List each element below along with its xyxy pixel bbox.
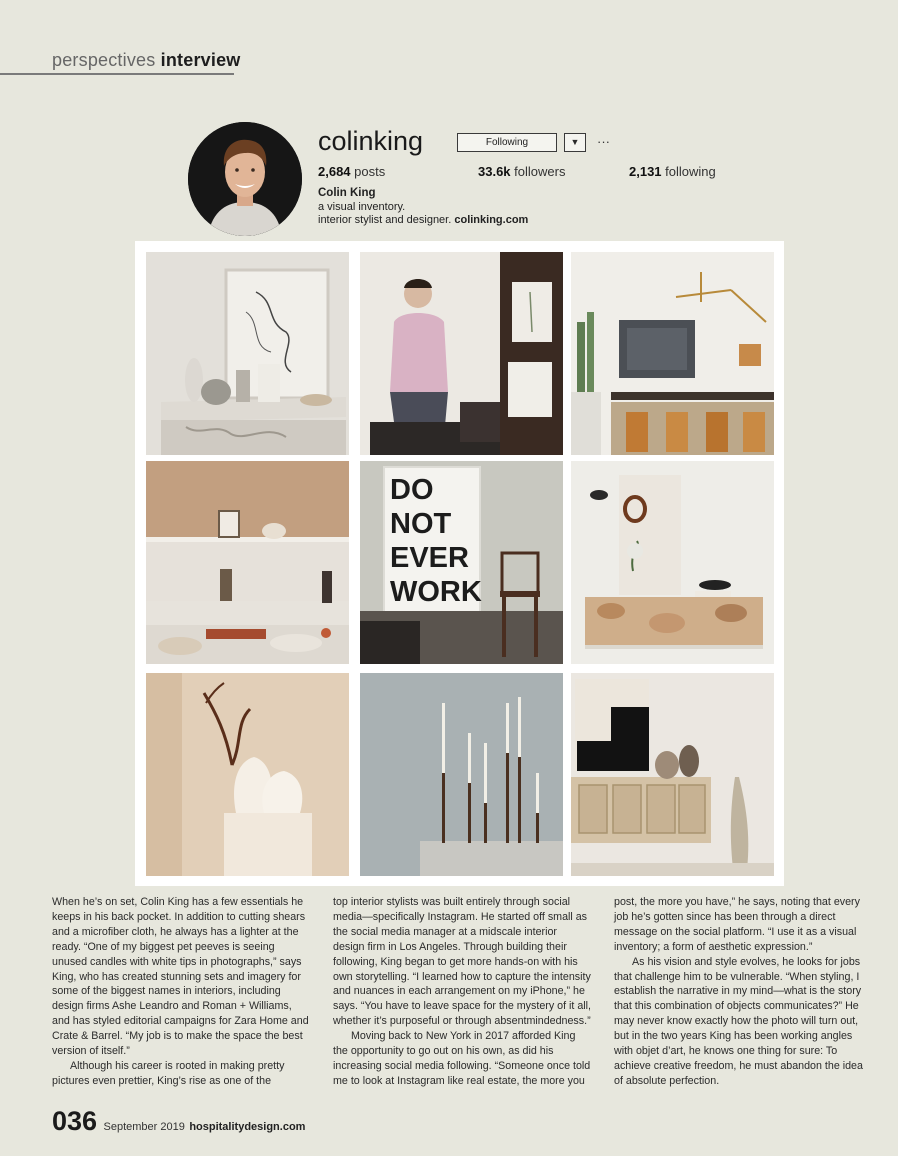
grid-photo[interactable] (146, 673, 349, 876)
following-button[interactable]: Following (457, 133, 557, 152)
bio-line (318, 214, 528, 228)
paragraph: Although his career is rooted in making pretty pictures even prettier, King’s rise as one of the (52, 1059, 285, 1087)
profile-full-name: Colin King (318, 187, 376, 199)
posts-stat (318, 164, 385, 179)
grid-photo[interactable] (360, 673, 563, 876)
section-header (52, 50, 241, 71)
grid-photo[interactable] (571, 252, 774, 455)
posts-label: posts (354, 164, 386, 179)
followers-count: 33.6k (478, 164, 511, 179)
following-label: following (665, 164, 716, 179)
article-column (614, 895, 872, 1089)
chevron-down-icon[interactable]: ▼ (564, 133, 586, 152)
header-rule (0, 73, 234, 75)
profile-bio (318, 187, 528, 228)
paragraph: Moving back to New York in 2017 afforded King the opportunity to go out on his own, as did his increasing social media following. “Someone once told me to look at Instagram like real estate, the more you (333, 1030, 591, 1087)
grid-photo[interactable] (571, 461, 774, 664)
paragraph: When he’s on set, Colin King has a few essentials he keeps in his back pocket. In addition to cutting shears and a microfiber cloth, he always has a lighter at the ready. “One of my biggest pet peeves is seeing unused candles with white tips in photographs,” says King, who has created stunning sets and imagery for some of the biggest names in interiors, including design firms Ashe Leandro and Roman + Williams, and has styled editorial campaigns for Zara Home and Crate & Barrel. “My job is to make the space the best version of itself.” (52, 896, 309, 1058)
section-label: perspectives (52, 50, 156, 70)
following-stat[interactable] (629, 164, 716, 179)
site-name: hospitalitydesign.com (189, 1121, 306, 1133)
sign-line: EVER (390, 542, 469, 574)
sign-line: WORK (390, 576, 482, 608)
grid-photo[interactable] (146, 252, 349, 455)
section-label-bold: interview (160, 50, 241, 70)
bio-link[interactable]: colinking.com (454, 214, 529, 226)
grid-photo[interactable] (360, 252, 563, 455)
sign-line: DO (390, 474, 434, 506)
profile-username: colinking (318, 126, 424, 156)
paragraph: As his vision and style evolves, he looks for jobs that challenge him to be vulnerable. “When styling, I establish the narrative in my mind—what is the story that this combination of objects communicates?” He may never know exactly how the photo will turn out, but in the two years King has been working angles with objet d’art, he knows one thing for sure: To achieve creative freedom, he must abandon the idea of absolute perfection. (614, 955, 863, 1087)
grid-photo[interactable] (146, 461, 349, 664)
page-number: 036 (52, 1106, 98, 1136)
posts-count: 2,684 (318, 164, 351, 179)
sign-line: NOT (390, 508, 452, 540)
photo-grid (135, 241, 784, 886)
article-column (52, 895, 310, 1089)
avatar[interactable] (188, 122, 302, 236)
following-count: 2,131 (629, 164, 662, 179)
page-footer (52, 1106, 305, 1137)
bio-line: a visual inventory. (318, 200, 406, 213)
followers-label: followers (514, 164, 566, 179)
bio-text: interior stylist and designer. (318, 214, 452, 226)
more-options-icon[interactable]: ··· (597, 134, 610, 149)
paragraph: post, the more you have,” he says, noting that every job he’s gotten since has been through a direct message on the social platform. “I use it as a visual inventory; a form of aesthetic expression.” (614, 896, 860, 953)
grid-photo[interactable] (360, 461, 563, 664)
followers-stat[interactable] (478, 164, 565, 179)
article-column (333, 895, 591, 1089)
grid-photo[interactable] (571, 673, 774, 876)
paragraph: top interior stylists was built entirely through social media—specifically Instagram. He started off small as the social media manager at a midscale interior design firm in Los Angeles. Through building their following, King began to get more hands-on with his own storytelling. “I learned how to capture the intensity and nuances in each arrangement on my iPhone,” he says. “You have to leave space for the mystery of it all, whether it’s purposeful or through absentmindedness.” (333, 896, 592, 1028)
issue-date: September 2019 (103, 1121, 185, 1133)
